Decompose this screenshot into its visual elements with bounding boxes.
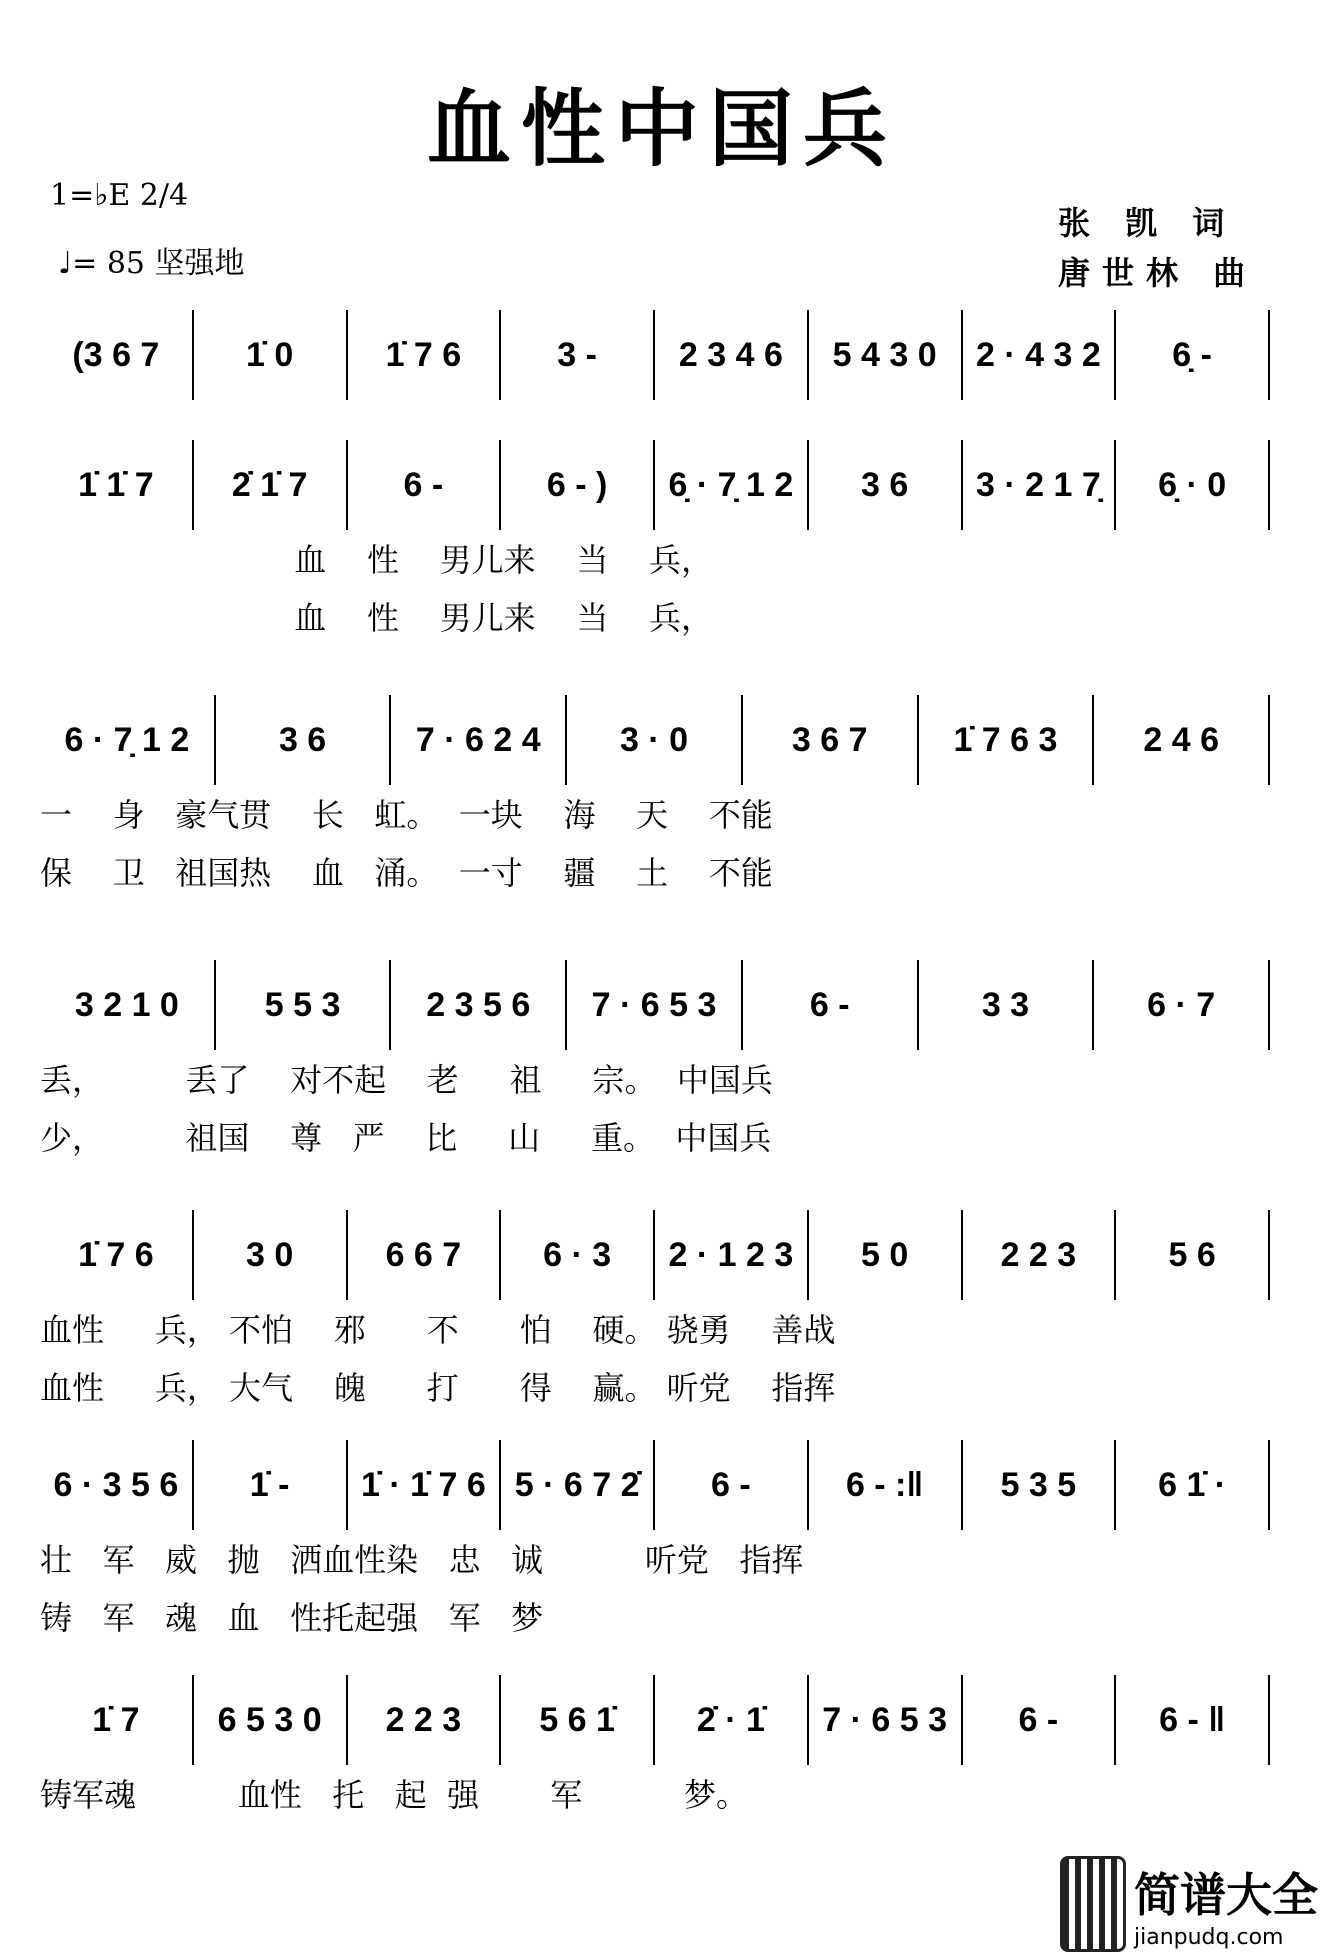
measure: 3 6 (809, 440, 963, 530)
measure: 2 3 4 6 (655, 310, 809, 400)
measure: 6 - (963, 1675, 1117, 1765)
measure: 7 · 6 5 3 (809, 1675, 963, 1765)
measure: 6̣ · 7̣ 1 2 (655, 440, 809, 530)
measure: 5 5 3 (216, 960, 392, 1050)
measure: 3 · 0 (567, 695, 743, 785)
measure: 6̣ - (1116, 310, 1270, 400)
measure: 6 5 3 0 (194, 1675, 348, 1765)
measure: 3 6 (216, 695, 392, 785)
measure: 2 3 5 6 (391, 960, 567, 1050)
measure: 1̇ 7 6 (40, 1210, 194, 1300)
lyric-line: 丢， 丢了 对不起 老 祖 宗。 中国兵 (40, 1061, 773, 1099)
measure: 6 6 7 (348, 1210, 502, 1300)
music-system (40, 960, 1270, 1050)
measure: 7 · 6 5 3 (567, 960, 743, 1050)
measure: 1̇ 0 (194, 310, 348, 400)
measure: 6 - ‖ (1116, 1675, 1270, 1765)
measure: 1̇ - (194, 1440, 348, 1530)
measure: 2̇ · 1̇ (655, 1675, 809, 1765)
music-system (40, 1675, 1270, 1765)
site-logo (1060, 1856, 1318, 1952)
measure: 5 3 5 (963, 1440, 1117, 1530)
lyric-line: 一 身 豪气贯 长 虹。 一块 海 天 不能 (40, 796, 773, 834)
measure: 2 2 3 (963, 1210, 1117, 1300)
measure: 5 0 (809, 1210, 963, 1300)
measure: 3 - (501, 310, 655, 400)
music-system (40, 1210, 1270, 1300)
measure: 6 - :‖ (809, 1440, 963, 1530)
measure: 6 - (348, 440, 502, 530)
measure: 6̣ · 0 (1116, 440, 1270, 530)
measure: 2̇ 1̇ 7 (194, 440, 348, 530)
piano-keys-icon (1060, 1856, 1126, 1952)
logo-name: 简谱大全 (1134, 1867, 1318, 1922)
measure: 1̇ 7 (40, 1675, 194, 1765)
music-system (40, 695, 1270, 785)
logo-url: jianpudq.com (1134, 1924, 1284, 1950)
measure: 1̇ · 1̇ 7 6 (348, 1440, 502, 1530)
measure: 2 4 6 (1094, 695, 1270, 785)
composer-credit: 唐世林 曲 (1058, 254, 1258, 292)
lyricist-credit: 张 凯 词 (1058, 204, 1237, 242)
measure: 1̇ 1̇ 7 (40, 440, 194, 530)
measure: 3 3 (919, 960, 1095, 1050)
music-system (40, 1440, 1270, 1530)
measure: 5 · 6 7 2̇ (501, 1440, 655, 1530)
key-signature: 1=♭E 2/4 (50, 178, 189, 213)
lyric-line: 保 卫 祖国热 血 涌。 一寸 疆 土 不能 (40, 854, 773, 892)
measure: 2 2 3 (348, 1675, 502, 1765)
lyric-line: 血性 兵， 大气 魄 打 得 赢。 听党 指挥 (40, 1369, 836, 1407)
measure: 6 - ) (501, 440, 655, 530)
lyric-line: 血 性 男儿来 当 兵， (40, 599, 714, 637)
music-system (40, 310, 1270, 400)
measure: 3 0 (194, 1210, 348, 1300)
measure: 6 · 7̣ 1 2 (40, 695, 216, 785)
lyric-line: 铸 军 魂 血 性托起强 军 梦 (40, 1599, 544, 1637)
lyric-line: 血 性 男儿来 当 兵， (40, 541, 714, 579)
measure: 6 · 7 (1094, 960, 1270, 1050)
measure: 1̇ 7 6 (348, 310, 502, 400)
lyric-line: 铸军魂 血性 托 起 强 军 梦。 (40, 1776, 749, 1814)
lyric-line: 少， 祖国 尊 严 比 山 重。 中国兵 (40, 1119, 772, 1157)
measure: 1̇ 7 6 3 (919, 695, 1095, 785)
measure: 2 · 4 3 2 (963, 310, 1117, 400)
lyric-line: 血性 兵， 不怕 邪 不 怕 硬。 骁勇 善战 (40, 1311, 836, 1349)
measure: 6 · 3 (501, 1210, 655, 1300)
measure: 3 6 7 (743, 695, 919, 785)
measure: 2 · 1 2 3 (655, 1210, 809, 1300)
measure: 5 4 3 0 (809, 310, 963, 400)
measure: 6 1̇ · (1116, 1440, 1270, 1530)
measure: (3 6 7 (40, 310, 194, 400)
measure: 3 2 1 0 (40, 960, 216, 1050)
measure: 6 - (743, 960, 919, 1050)
measure: 5 6 (1116, 1210, 1270, 1300)
music-system (40, 440, 1270, 530)
measure: 6 - (655, 1440, 809, 1530)
measure: 6 · 3 5 6 (40, 1440, 194, 1530)
tempo-marking: ♩= 85 坚强地 (58, 246, 245, 281)
measure: 7 · 6 2 4 (391, 695, 567, 785)
song-title: 血性中国兵 (426, 79, 897, 178)
measure: 3 · 2 1 7̣ (963, 440, 1117, 530)
measure: 5 6 1̇ (501, 1675, 655, 1765)
lyric-line: 壮 军 威 抛 洒血性染 忠 诚 听党 指挥 (40, 1541, 804, 1579)
